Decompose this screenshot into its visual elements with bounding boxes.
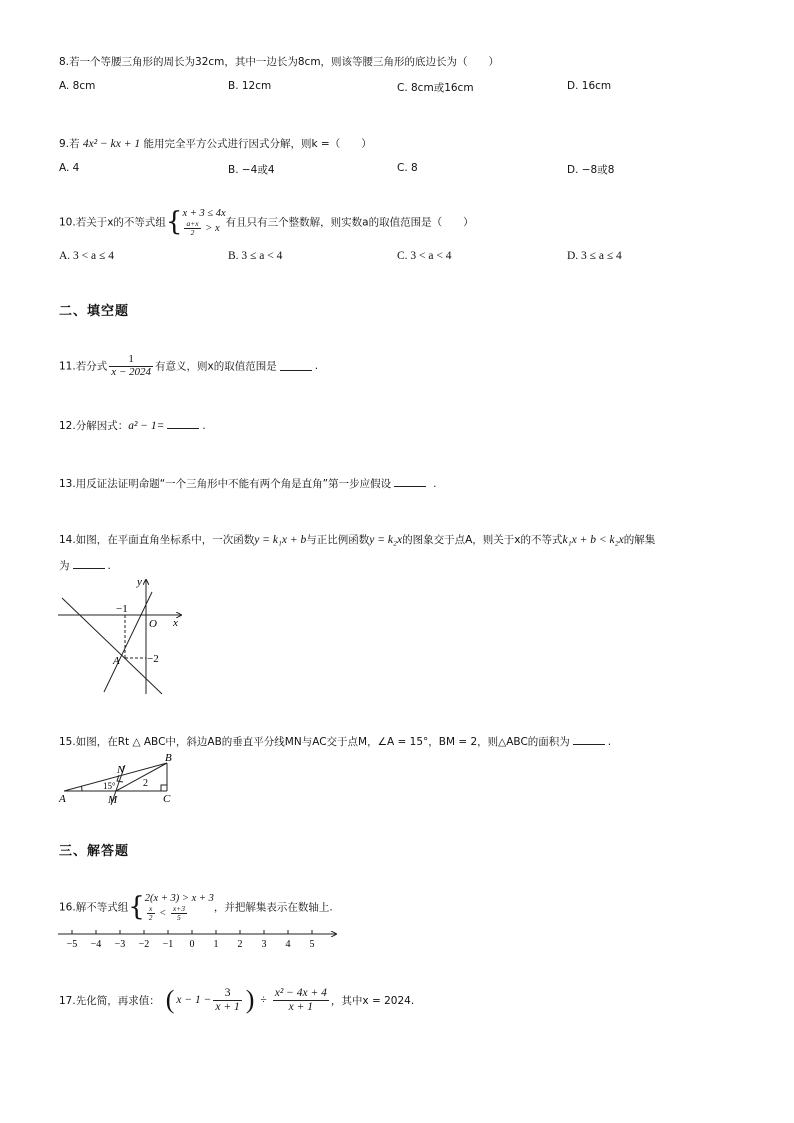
q15-text: 15.如图，在Rt △ ABC中，斜边AB的垂直平分线MN与AC交于点M，∠A = 15°，BM = 2，则△ABC的面积为	[59, 736, 570, 748]
q17-frac1-den: x + 1	[215, 1000, 240, 1013]
section-title-solve: 三、解答题	[59, 844, 130, 859]
q8-stem: 8.若一个等腰三角形的周长为32cm，其中一边长为8cm，则该等腰三角形的底边长为（ ）	[59, 56, 500, 68]
q14-part1: 14.如图，在平面直角坐标系中，一次函数	[59, 534, 255, 546]
q12-period: .	[202, 420, 206, 432]
length-label: 2	[143, 778, 148, 789]
x-axis-label: x	[173, 617, 178, 629]
q14-inequality: k₁x + b < k₂x	[562, 534, 624, 546]
q16-stem	[59, 892, 333, 922]
q14-coordinate-figure	[56, 574, 188, 698]
q8-option-d: D. 16cm	[567, 80, 612, 92]
number-line-tick-label: −1	[162, 939, 174, 950]
number-line-tick-label: −3	[114, 939, 126, 950]
q14-function2: y = k₂x	[369, 534, 403, 546]
q14-stem-line1	[59, 532, 655, 547]
point-m-label: M	[108, 794, 118, 806]
q16-brace: {	[128, 891, 145, 922]
q11-stem	[59, 354, 318, 378]
q11-suffix: 有意义，则x的取值范围是	[155, 360, 277, 373]
q16-system	[145, 892, 214, 922]
q16-line1: 2(x + 3) > x + 3	[144, 893, 214, 904]
q10-line2-rest: > x	[205, 222, 220, 234]
q16-suffix: ，并把解集表示在数轴上.	[213, 901, 333, 914]
q15-triangle-figure	[56, 750, 186, 808]
q10-option-b: B. 3 ≤ a < 4	[228, 250, 283, 262]
q16-number-line	[56, 926, 340, 950]
q10-suffix: 有且只有三个整数解，则实数a的取值范围是（ ）	[225, 216, 474, 229]
q16-less-than: <	[159, 907, 167, 919]
origin-label: O	[149, 618, 157, 630]
number-line-tick-label: −2	[138, 939, 150, 950]
q10-prefix: 10.若关于x的不等式组	[59, 216, 166, 229]
q17-suffix: ，其中x = 2024.	[330, 994, 415, 1007]
q8-option-a: A. 8cm	[59, 80, 96, 92]
q9-option-d: D. −8或8	[567, 164, 615, 176]
q11-frac-den: x − 2024	[111, 365, 152, 378]
q10-option-d: D. 3 ≤ a ≤ 4	[567, 250, 622, 262]
q14-part4: 的解集	[623, 534, 656, 546]
q14-period: .	[107, 560, 111, 572]
q14-part2: 与正比例函数	[306, 534, 370, 546]
number-line-tick-label: 2	[237, 939, 243, 950]
q14-answer-blank[interactable]	[73, 559, 105, 569]
point-n-label: N	[117, 764, 125, 776]
angle-a-arc	[82, 787, 83, 792]
q9-stem	[59, 136, 372, 151]
point-b-label: B	[165, 752, 172, 764]
q16-frac2-den: 5	[177, 913, 181, 922]
q10-option-c: C. 3 < a < 4	[397, 250, 452, 262]
q8-option-c: C. 8cm或16cm	[397, 82, 474, 94]
number-line-tick-label: 1	[213, 939, 219, 950]
q9-suffix: 能用完全平方公式进行因式分解，则k =（ ）	[143, 138, 372, 150]
q11-frac-num: 1	[109, 354, 153, 367]
q10-stem	[59, 207, 474, 237]
q11-prefix: 11.若分式	[59, 360, 108, 373]
right-angle-c	[161, 785, 167, 791]
q16-prefix: 16.解不等式组	[59, 901, 129, 914]
q15-answer-blank[interactable]	[573, 735, 605, 745]
q14-stem-line2	[59, 558, 111, 573]
q10-option-a: A. 3 < a ≤ 4	[59, 250, 114, 262]
q12-stem	[59, 418, 206, 433]
q13-text: 13.用反证法证明命题“一个三角形中不能有两个角是直角”第一步应假设	[59, 478, 392, 490]
number-line-tick-label: 4	[285, 939, 291, 950]
q8-option-b: B. 12cm	[228, 80, 272, 92]
q15-stem	[59, 734, 611, 749]
q16-frac1-den: 2	[148, 913, 153, 922]
q16-frac2-num: x+3	[172, 904, 185, 914]
number-line-tick-label: 0	[189, 939, 195, 950]
q11-period: .	[314, 360, 319, 373]
q10-brace: {	[165, 206, 183, 237]
q10-frac-num: a+x	[186, 219, 199, 229]
q9-prefix: 9.若	[59, 138, 80, 150]
number-line-tick-label: −4	[90, 939, 102, 950]
q13-stem	[59, 476, 436, 491]
tick-minus1-label: −1	[116, 603, 128, 615]
angle-label: 15°	[103, 781, 116, 791]
tick-minus2-label: −2	[147, 653, 159, 665]
line-k1	[62, 598, 162, 694]
q12-answer-blank[interactable]	[167, 419, 199, 429]
point-c-label: C	[163, 793, 171, 805]
q10-system	[182, 207, 225, 237]
section-title-fill-blank: 二、填空题	[59, 304, 130, 319]
q17-left-paren: (	[165, 985, 175, 1014]
q16-frac1-num: x	[147, 905, 155, 914]
q9-option-c: C. 8	[397, 162, 418, 174]
point-a-label: A	[59, 793, 66, 805]
q17-term: x − 1 −	[176, 994, 212, 1006]
q9-expression: 4x² − kx + 1	[82, 138, 141, 150]
q17-frac2-den: x + 1	[288, 1000, 314, 1013]
number-line-tick-label: 3	[261, 939, 267, 950]
y-axis-label: y	[137, 576, 142, 588]
q14-part3: 的图象交于点A，则关于x的不等式	[402, 534, 563, 546]
q15-period: .	[607, 736, 612, 748]
number-line-tick-label: 5	[309, 939, 315, 950]
number-line-tick-label: −5	[66, 939, 78, 950]
q17-frac1-num: 3	[213, 987, 241, 1000]
q9-option-b: B. −4或4	[228, 164, 275, 176]
q14-line2: 为	[59, 560, 70, 572]
q17-prefix: 17.先化简，再求值：	[59, 994, 160, 1007]
q17-stem	[59, 983, 414, 1017]
q11-answer-blank[interactable]	[280, 361, 312, 371]
q13-period: .	[433, 478, 437, 490]
q10-line1: x + 3 ≤ 4x	[182, 208, 226, 219]
q17-divide: ÷	[260, 994, 267, 1006]
q14-function1: y = k₁x + b	[254, 534, 307, 546]
q17-right-paren: )	[245, 985, 255, 1014]
q17-frac2-num: x² − 4x + 4	[274, 987, 327, 1000]
point-a-label: A	[113, 655, 120, 667]
q12-expression: a² − 1=	[128, 420, 165, 432]
q12-prefix: 12.分解因式：	[59, 420, 129, 432]
q13-answer-blank[interactable]	[394, 477, 426, 487]
q9-option-a: A. 4	[59, 162, 80, 174]
q10-frac-den: 2	[190, 228, 195, 237]
